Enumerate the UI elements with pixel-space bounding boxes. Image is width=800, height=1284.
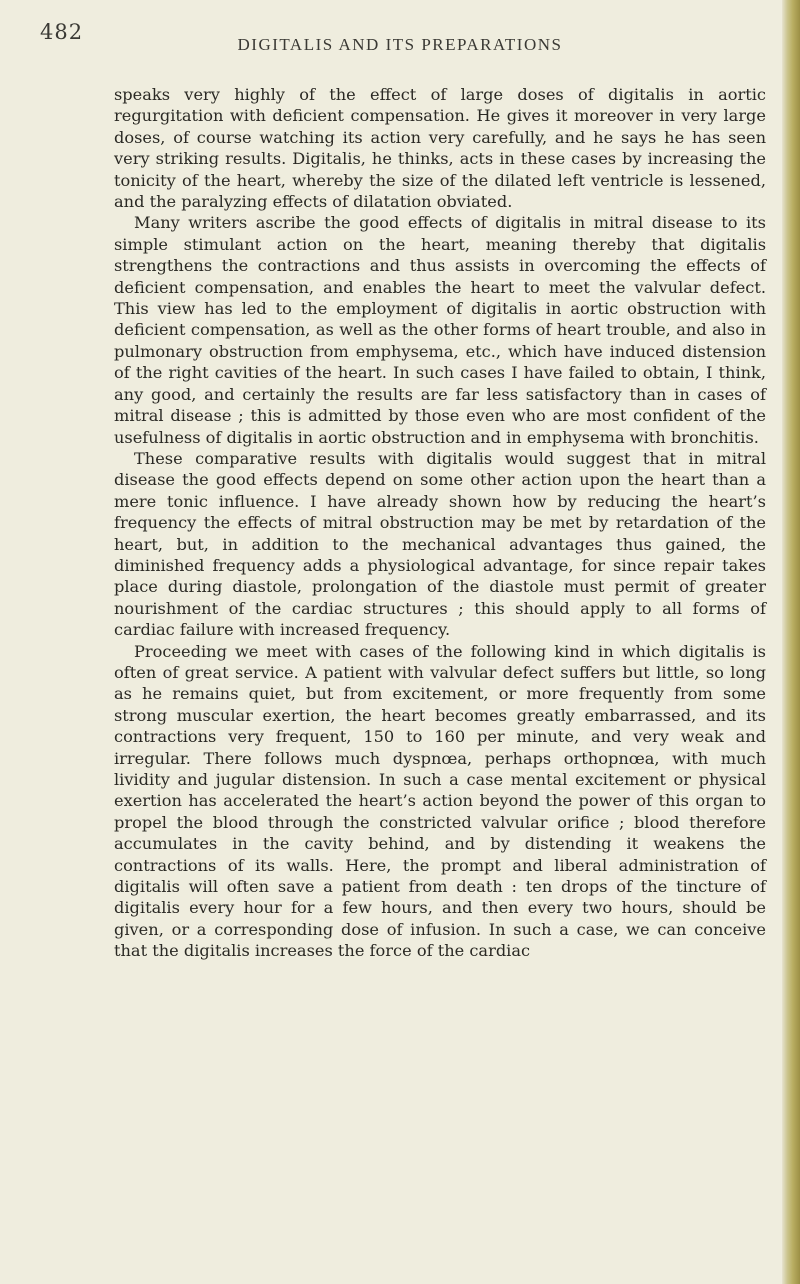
paragraph: speaks very highly of the effect of large doses of digitalis in aortic regurgitation with deficient compensation. He gives it moreover in very large doses, of course watching its action very carefully, and he says he has seen very striking results. Digitalis, he thinks, acts in these cases by increasing the tonicity of the heart, whereby the size of the dilated left ventricle is lessened, and the paralyzing effects of dilatation obviated. [114,85,766,212]
paragraph: Proceeding we meet with cases of the following kind in which digitalis is often of great service. A patient with valvular defect suffers but little, so long as he remains quiet, but from excitement, or more frequently from some strong muscular exertion, the heart becomes greatly embarrassed, and its contractions very frequent, 150 to 160 per minute, and very weak and irregular. There follows much dyspnœa, perhaps orthopnœa, with much lividity and jugular distension. In such a case mental excitement or physical exertion has accelerated the heart’s action beyond the power of this organ to propel the blood through the constricted valvular orifice ; blood therefore accumulates in the cavity behind, and by distending it weakens the contractions of its walls. Here, the prompt and liberal administration of digitalis will often save a patient from death : ten drops of the tincture of digitalis every hour for a few hours, and then every two hours, should be given, or a corresponding dose of infusion. In such a case, we can conceive that the digitalis increases the force of the cardiac [114,641,766,961]
paragraph: Many writers ascribe the good effects of digitalis in mitral disease to its simple stimulant action on the heart, meaning thereby that digitalis strengthens the contractions and thus assists in overcoming the effects of deficient compensation, and enables the heart to meet the valvular defect. This view has led to the employment of digitalis in aortic obstruction with deficient compensation, as well as the other forms of heart trouble, and also in pulmonary obstruction from emphysema, etc., which have induced distension of the right cavities of the heart. In such cases I have failed to obtain, I think, any good, and certainly the results are far less satisfactory than in cases of mitral disease ; this is admitted by those even who are most confident of the usefulness of digitalis in aortic obstruction and in emphysema with bronchitis. [114,213,766,447]
page-header [40,20,780,60]
running-head: DIGITALIS AND ITS PREPARATIONS [237,35,563,54]
paragraph: These comparative results with digitalis would suggest that in mitral disease the good effects depend on some other action upon the heart than a mere tonic influence. I have already shown how by reducing the heart’s frequency the effects of mitral obstruction may be met by retardation of the heart, but, in addition to the mechanical advantages thus gained, the diminished frequency adds a physiological advantage, for since repair takes place during diastole, prolongation of the diastole must permit of greater nourishment of the cardiac structures ; this should apply to all forms of cardiac failure with increased frequency. [114,448,766,640]
page-edge [782,0,800,1284]
page-number: 482 [40,20,84,44]
body-text [114,84,766,962]
